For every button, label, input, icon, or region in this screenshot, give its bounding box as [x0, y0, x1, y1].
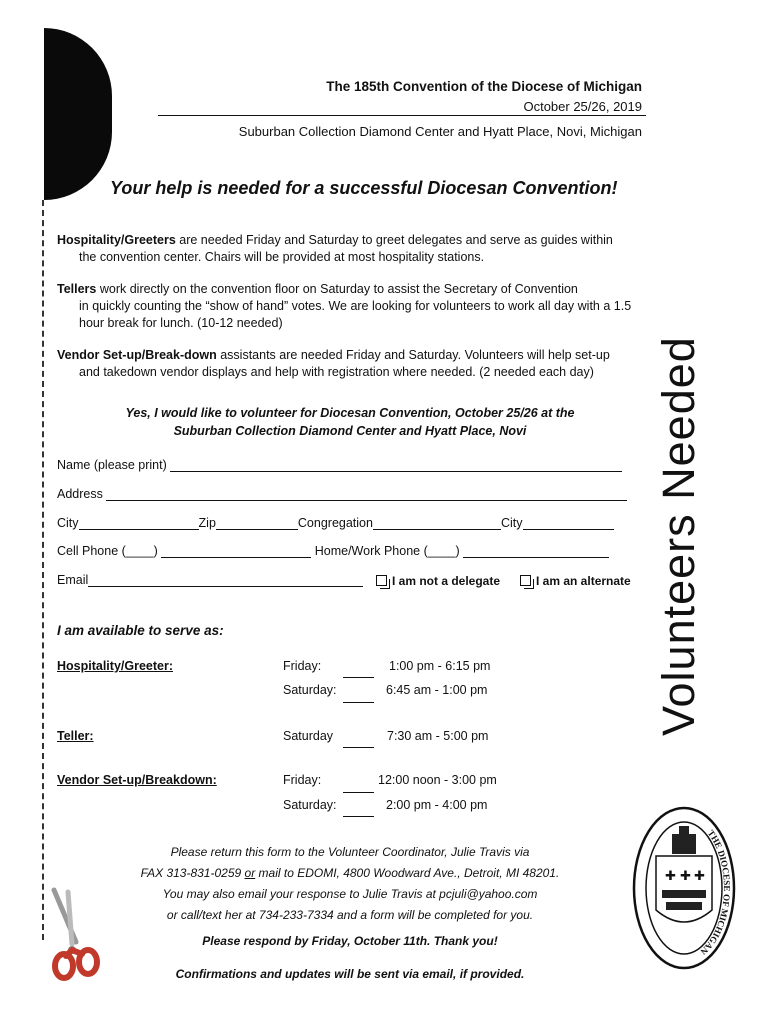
zip-input[interactable] — [216, 517, 298, 530]
volunteer-statement-line2: Suburban Collection Diamond Center and Hyatt Place, Novi — [173, 424, 527, 438]
respond-by: Please respond by Friday, October 11th. Thank you! — [202, 934, 498, 948]
decorative-half-circle — [44, 28, 112, 200]
slot-time: 1:00 pm - 6:15 pm — [389, 659, 491, 673]
tellers-description: Tellers work directly on the convention floor on Saturday to assist the Secretary of Convention in quickly counting the “show of hand” votes. We are looking for volunteers to work all day with a 1.5 hour break for lunch. (10-12 needed) — [57, 282, 632, 330]
convention-venue: Suburban Collection Diamond Center and Hyatt Place, Novi, Michigan — [238, 124, 642, 139]
svg-text:✚: ✚ — [680, 868, 691, 883]
header-rule — [158, 115, 646, 116]
email-row: Email — [57, 573, 363, 587]
svg-text:✚: ✚ — [694, 868, 705, 883]
name-input[interactable] — [170, 459, 622, 472]
slot-time: 2:00 pm - 4:00 pm — [386, 798, 488, 812]
confirmation-note: Confirmations and updates will be sent via email, if provided. — [175, 967, 525, 981]
city-input[interactable] — [79, 517, 199, 530]
role-vendor: Vendor Set-up/Breakdown: — [57, 773, 217, 787]
slot-blank[interactable] — [343, 677, 374, 678]
vendor-description: Vendor Set-up/Break-down assistants are needed Friday and Saturday. Volunteers will help set-up and takedown vendor displays and help with registration where needed. (2 needed each day) — [57, 348, 610, 379]
diocese-seal-icon — [632, 806, 736, 975]
email-input[interactable] — [88, 574, 363, 587]
slot-blank[interactable] — [343, 792, 374, 793]
checkbox-icon[interactable] — [520, 575, 531, 586]
checkbox-icon[interactable] — [376, 575, 387, 586]
role-teller: Teller: — [57, 729, 94, 743]
role-hospitality: Hospitality/Greeter: — [57, 659, 174, 673]
availability-heading: I am available to serve as: — [57, 623, 224, 638]
slot-day: Saturday — [283, 729, 334, 743]
call-line: or call/text her at 734-233-7334 and a form will be completed for you. — [166, 908, 534, 922]
city-zip-row: City Zip Congregation City — [57, 516, 614, 530]
svg-text:✚: ✚ — [665, 868, 676, 883]
slot-day: Saturday: — [283, 798, 337, 812]
slot-time: 6:45 am - 1:00 pm — [386, 683, 488, 697]
headline: Your help is needed for a successful Diocesan Convention! — [110, 178, 618, 198]
return-instructions: Please return this form to the Volunteer Coordinator, Julie Travis via — [170, 845, 530, 859]
fax-mail-line: FAX 313-831-0259 or mail to EDOMI, 4800 Woodward Ave., Detroit, MI 48201. — [140, 866, 560, 880]
volunteer-statement-line1: Yes, I would like to volunteer for Diocesan Convention, October 25/26 at the — [125, 406, 575, 420]
convention-date: October 25/26, 2019 — [523, 99, 642, 114]
slot-time: 7:30 am - 5:00 pm — [387, 729, 489, 743]
phone-row: Cell Phone (____) Home/Work Phone (____) — [57, 544, 609, 558]
hospitality-description: Hospitality/Greeters are needed Friday and Saturday to greet delegates and serve as guides within the convention center. Chairs will be provided at most hospitality stations. — [57, 233, 613, 264]
cut-line — [42, 200, 44, 940]
cell-phone-input[interactable] — [161, 545, 311, 558]
alternate-checkbox[interactable]: I am an alternate — [520, 574, 631, 588]
slot-day: Friday: — [283, 659, 322, 673]
slot-blank[interactable] — [343, 816, 374, 817]
role-label: Tellers — [57, 282, 97, 296]
slot-blank[interactable] — [343, 702, 374, 703]
address-input[interactable] — [106, 488, 627, 501]
role-label: Hospitality/Greeters — [57, 233, 176, 247]
home-phone-input[interactable] — [463, 545, 609, 558]
congregation-input[interactable] — [373, 517, 501, 530]
slot-blank[interactable] — [343, 747, 374, 748]
email-line: You may also email your response to Julie Travis at pcjuli@yahoo.com — [162, 887, 538, 901]
congregation-city-input[interactable] — [523, 517, 614, 530]
slot-day: Saturday: — [283, 683, 337, 697]
name-field[interactable]: Name (please print) — [57, 458, 622, 472]
volunteers-needed-title: Volunteers Needed — [653, 336, 704, 736]
seal-text: THE DIOCESE OF MICHIGAN — [698, 828, 732, 957]
not-delegate-checkbox[interactable]: I am not a delegate — [376, 574, 500, 588]
convention-title: The 185th Convention of the Diocese of Michigan — [326, 79, 642, 94]
slot-day: Friday: — [283, 773, 322, 787]
slot-time: 12:00 noon - 3:00 pm — [378, 773, 497, 787]
scissors-icon — [46, 886, 106, 987]
role-label: Vendor Set-up/Break-down — [57, 348, 217, 362]
address-field[interactable]: Address — [57, 487, 627, 501]
